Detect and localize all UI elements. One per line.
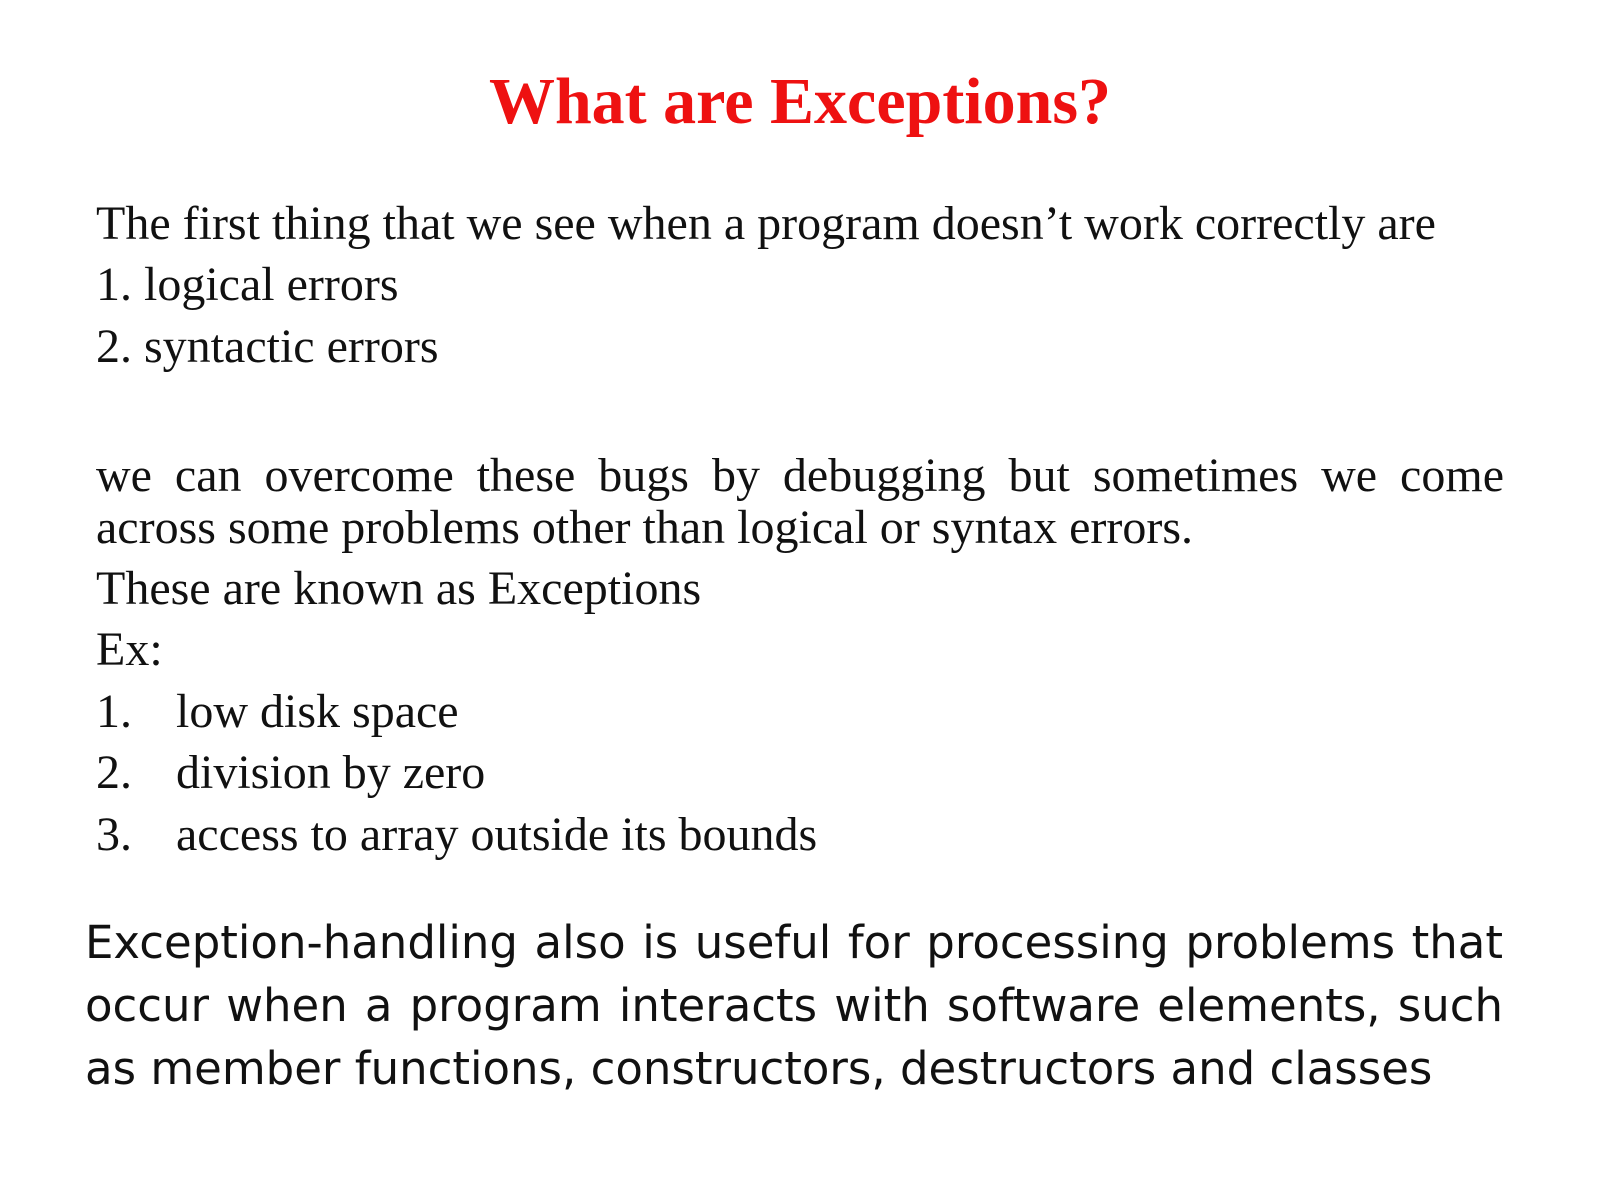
debugging-paragraph: we can overcome these bugs by debugging but sometimes we come across some problems other than logical or syntax errors. [96,449,1504,554]
slide-title: What are Exceptions? [488,65,1112,138]
intro-item-logical: 1. logical errors [96,258,399,311]
example-text: low disk space [176,685,459,738]
example-number: 2. [96,746,132,799]
example-text: division by zero [176,746,486,799]
example-text: access to array outside its bounds [176,808,818,861]
intro-item-syntactic: 2. syntactic errors [96,320,439,373]
example-item [96,747,485,799]
example-item [96,809,817,861]
example-label: Ex: [96,623,163,676]
exception-handling-paragraph: Exception-handling also is useful for processing problems that occur when a program interacts with software elements, such as member functions, constructors, destructors and classes [85,916,1503,1095]
example-item [96,686,459,738]
intro-line: The first thing that we see when a program doesn’t work correctly are [96,197,1436,250]
known-as-line: These are known as Exceptions [96,562,702,615]
example-number: 3. [96,808,132,861]
example-number: 1. [96,685,132,738]
